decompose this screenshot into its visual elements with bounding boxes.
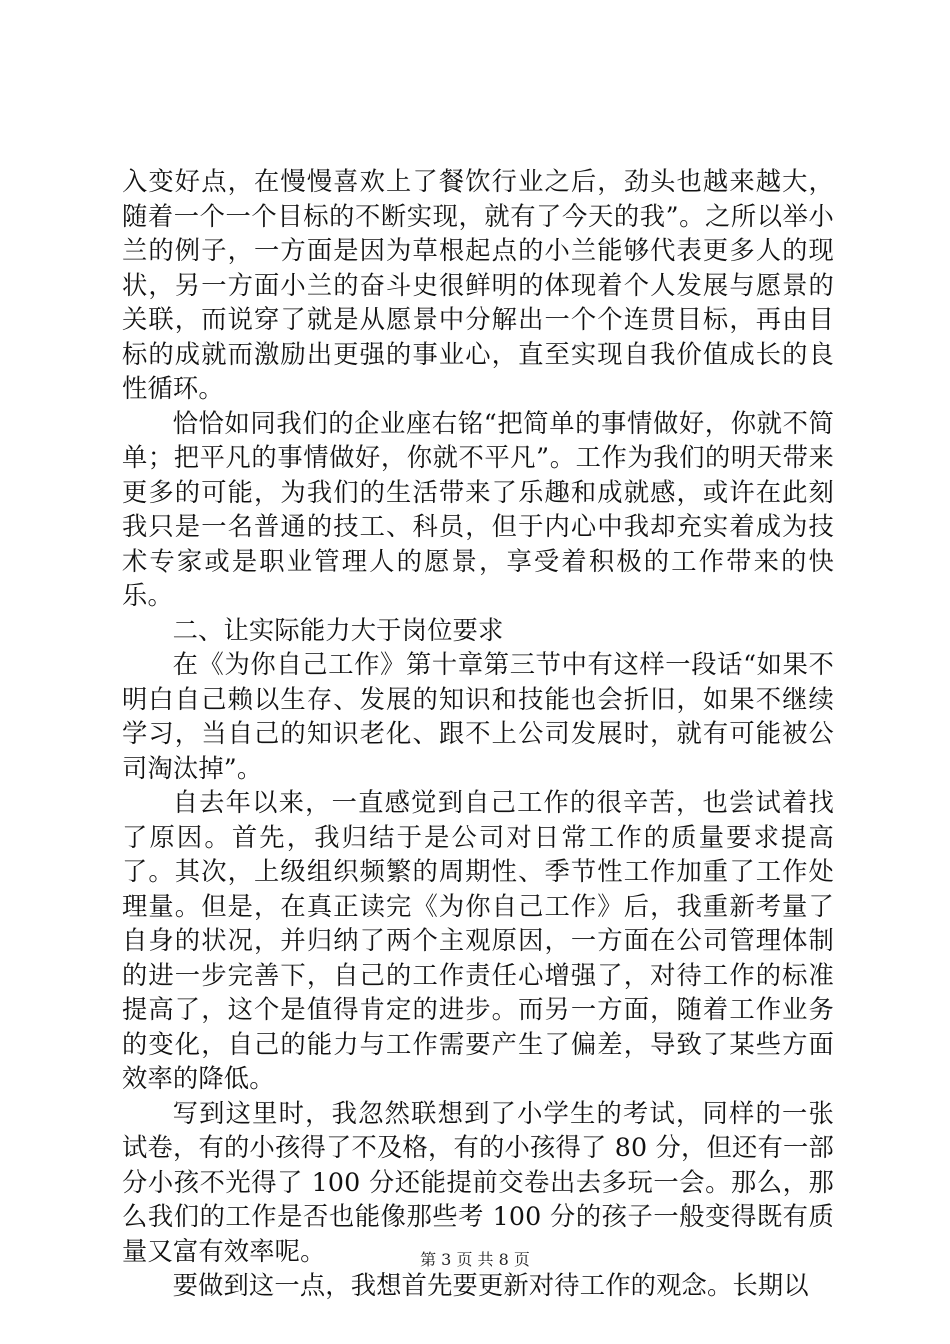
paragraph-work-attitude: 要做到这一点，我想首先要更新对待工作的观念。长期以	[172, 1271, 809, 1300]
section-heading: 二、让实际能力大于岗位要求	[172, 615, 504, 645]
paragraph-exam-analogy: 写到这里时，我忽然联想到了小学生的考试，同样的一张试卷，有的小孩得了不及格，有的小孩得了 80 分，但还有一部分小孩不光得了 100 分还能提前交卷出去多玩一会。那么，那么我们的工作是否也能像那些考 100 分的孩子一般变得既有质量又富有效率呢。	[122, 1098, 834, 1266]
document-body	[122, 165, 834, 1304]
page-number-footer: 第 3 页 共 8 页	[420, 1250, 530, 1269]
paragraph-book-quote: 在《为你自己工作》第十章第三节中有这样一段话“如果不明白自己赖以生存、发展的知识和技能也会折旧，如果不继续学习，当自己的知识老化、跟不上公司发展时，就有可能被公司淘汰掉”。	[122, 650, 834, 783]
paragraph-motto: 恰恰如同我们的企业座右铭“把简单的事情做好，你就不简单；把平凡的事情做好，你就不平凡”。工作为我们的明天带来更多的可能，为我们的生活带来了乐趣和成就感，或许在此刻我只是一名普通的技工、科员，但于内心中我却充实着成为技术专家或是职业管理人的愿景，享受着积极的工作带来的快乐。	[122, 408, 834, 610]
paragraph-continuation: 入变好点，在慢慢喜欢上了餐饮行业之后，劲头也越来越大，随着一个一个目标的不断实现，就有了今天的我”。之所以举小兰的例子，一方面是因为草根起点的小兰能够代表更多人的现状，另一方面小兰的奋斗史很鲜明的体现着个人发展与愿景的关联，而说穿了就是从愿景中分解出一个个连贯目标，再由目标的成就而激励出更强的事业心，直至实现自我价值成长的良性循环。	[122, 167, 834, 403]
paragraph-self-reflection: 自去年以来，一直感觉到自己工作的很辛苦，也尝试着找了原因。首先，我归结于是公司对日常工作的质量要求提高了。其次，上级组织频繁的周期性、季节性工作加重了工作处理量。但是，在真正读完《为你自己工作》后，我重新考量了自身的状况，并归纳了两个主观原因，一方面在公司管理体制的进一步完善下，自己的工作责任心增强了，对待工作的标准提高了，这个是值得肯定的进步。而另一方面，随着工作业务的变化，自己的能力与工作需要产生了偏差，导致了某些方面效率的降低。	[122, 788, 834, 1093]
